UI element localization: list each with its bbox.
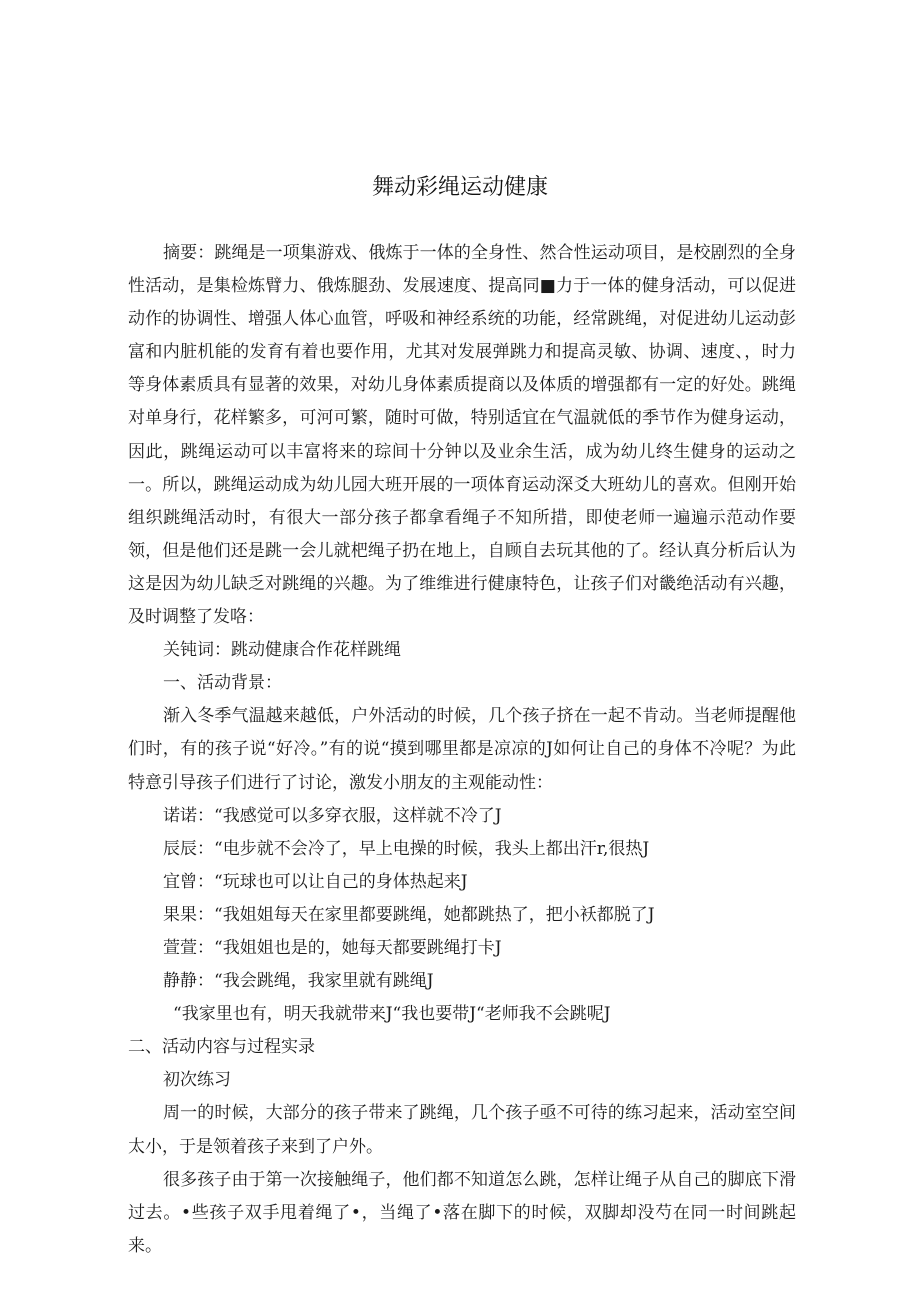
dialogue-line: 静静：“我会跳绳，我家里就有跳绳J <box>163 971 434 992</box>
dialogue-line: 宜曾：“玩球也可以让自己的身体热起来J <box>163 871 468 892</box>
document-body <box>128 237 796 1263</box>
dialogue-group-line: “我家里也有，明天我就带来J“我也要带J“老师我不会跳呢J <box>173 1004 611 1025</box>
section-heading-background: 一、活动背景： <box>163 673 282 694</box>
section-heading-process: 二、活动内容与过程实录 <box>128 1037 315 1058</box>
subsection-heading: 初次练习 <box>163 1070 231 1091</box>
dialogue-line: 诺诺：“我感觉可以多穿衣服，这样就不冷了J <box>163 805 502 826</box>
process-paragraph: 周一的时候，大部分的孩子带来了跳绳，几个孩子亟不可待的练习起来，活动室空间太小，于是领着孩子来到了户外。 <box>128 1103 796 1157</box>
background-paragraph: 渐入冬季气温越来越低，户外活动的时候，几个孩子挤在一起不肯动。当老师提醒他们时，有的孩子说“好冷。”有的说“摸到哪里都是凉凉的J如何让自己的身体不冷呢？为此特意引导孩子们进行了讨论，激发小朋友的主观能动性： <box>128 706 796 793</box>
dialogue-line: 果果：“我姐姐每天在家里都要跳绳，她都跳热了，把小袄都脱了J <box>163 904 655 925</box>
page-title: 舞动彩绳运动健康 <box>371 175 548 200</box>
abstract-paragraph: 摘要：跳绳是一项集游戏、俄炼于一体的全身性、然合性运动项目，是校剧烈的全身性活动，是集检炼臂力、俄炼腿劲、发展速度、提高同■力于一体的健身活动，可以促进动作的协调性、增强人体心血管，呼吸和神经系统的功能，经常跳绳，对促进幼儿运动彭富和内脏机能的发育有着也要作用，尤其对发展弹跳力和提高灵敏、协调、速度、，时力等身体素质具有显著的效果，对幼儿身体素质提商以及体质的增强都有一定的好处。跳绳对单身行，花样繁多，可河可繁，随时可做，特别适宜在气温就低的季节作为健身运动，因此，跳绳运动可以丰富将来的琮间十分钟以及业余生活，成为幼儿终生健身的运动之一。所以，跳绳运动成为幼儿园大班开展的一项体育运动深爻大班幼儿的喜欢。但刚开始组织跳绳活动时，有很大一部分孩子都拿看绳子不知所措，即使老师一遍遍示范动作要领，但是他们还是跳一会儿就杷绳子扔在地上，自顾自去玩其他的了。经认真分析后认为这是因为幼儿缺乏对跳绳的兴趣。为了维维进行健康特色，让孩子们对畿绝活动有兴趣，及时调整了发咯： <box>128 243 796 628</box>
dialogue-line: 萱萱：“我姐姐也是的，她每天都要跳绳打卡J <box>163 937 502 958</box>
dialogue-line: 辰辰：“电步就不会冷了，早上电操的时候，我头上都出汗r,很热J <box>163 838 650 859</box>
keywords-line: 关钝词：跳动健康合作花样跳绳 <box>163 640 401 661</box>
process-paragraph: 很多孩子由于第一次接触绳子，他们都不知道怎么跳，怎样让绳子从自己的脚底下滑过去。•些孩子双手甩着绳了•，当绳了•落在脚下的时候，双脚却没芍在同一时间跳起来。 <box>128 1169 796 1256</box>
